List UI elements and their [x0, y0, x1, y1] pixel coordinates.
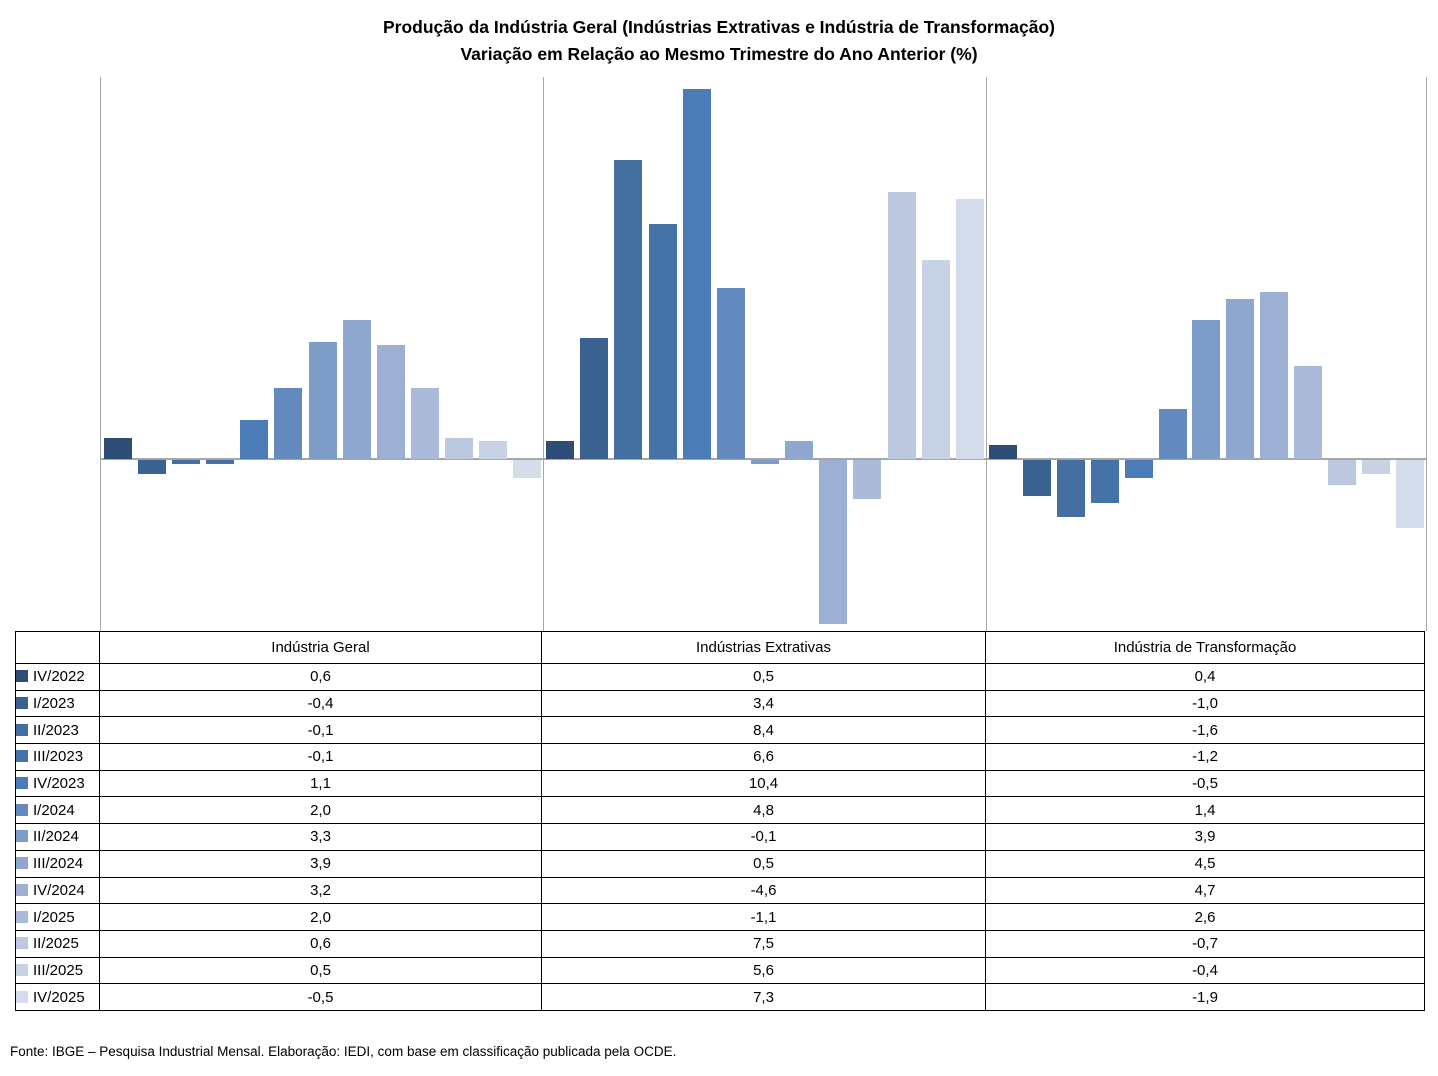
value-cell: 3,4 — [542, 690, 986, 717]
bar-III-2025 — [479, 441, 507, 459]
data-table — [15, 631, 1425, 1011]
table-row-IV-2025 — [16, 984, 1425, 1011]
legend-cell — [16, 984, 100, 1011]
bar-IV-2023 — [1125, 460, 1153, 478]
bar-II-2023 — [172, 460, 200, 464]
value-cell: 0,4 — [986, 664, 1425, 691]
bar-IV-2022 — [104, 438, 132, 459]
value-cell: -0,4 — [986, 957, 1425, 984]
legend-swatch-icon — [16, 991, 28, 1003]
value-cell: 1,4 — [986, 797, 1425, 824]
chart-panel-industria-geral — [101, 77, 544, 631]
table-row-IV-2024 — [16, 877, 1425, 904]
value-cell: -1,9 — [986, 984, 1425, 1011]
value-cell: 8,4 — [542, 717, 986, 744]
value-cell: -0,1 — [100, 717, 542, 744]
column-header-industria-de-transformacao: Indústria de Transformação — [986, 632, 1425, 664]
bar-II-2025 — [888, 192, 916, 459]
table-header-row — [16, 632, 1425, 664]
table-row-II-2023 — [16, 717, 1425, 744]
legend-label: II/2024 — [33, 828, 79, 846]
table-row-I-2023 — [16, 690, 1425, 717]
legend-label: I/2025 — [33, 908, 75, 926]
source-note: Fonte: IBGE – Pesquisa Industrial Mensal. Elaboração: IEDI, com base em classificação publicada pela OCDE. — [10, 1044, 677, 1059]
bar-II-2023 — [614, 160, 642, 459]
chart-panel-industria-de-transformacao — [986, 77, 1427, 631]
table-row-III-2023 — [16, 744, 1425, 771]
value-cell: -0,5 — [100, 984, 542, 1011]
legend-cell — [16, 664, 100, 691]
value-cell: 2,0 — [100, 797, 542, 824]
bar-IV-2025 — [956, 199, 984, 459]
table-row-III-2024 — [16, 850, 1425, 877]
value-cell: -1,1 — [542, 904, 986, 931]
chart-title — [0, 14, 1438, 68]
legend-label: IV/2023 — [33, 775, 85, 793]
legend-label: IV/2022 — [33, 668, 85, 686]
value-cell: 3,9 — [986, 824, 1425, 851]
value-cell: -0,4 — [100, 690, 542, 717]
legend-label: IV/2025 — [33, 988, 85, 1006]
legend-cell — [16, 877, 100, 904]
value-cell: -0,1 — [100, 744, 542, 771]
legend-swatch-icon — [16, 697, 28, 709]
legend-cell — [16, 770, 100, 797]
legend-label: IV/2024 — [33, 881, 85, 899]
value-cell: 4,8 — [542, 797, 986, 824]
value-cell: 0,6 — [100, 930, 542, 957]
bar-II-2025 — [445, 438, 473, 459]
value-cell: 10,4 — [542, 770, 986, 797]
value-cell: 2,0 — [100, 904, 542, 931]
value-cell: -1,2 — [986, 744, 1425, 771]
bar-IV-2025 — [1396, 460, 1424, 528]
chart-panel-industrias-extrativas — [543, 77, 987, 631]
bar-I-2023 — [580, 338, 608, 459]
value-cell: -1,0 — [986, 690, 1425, 717]
value-cell: -4,6 — [542, 877, 986, 904]
legend-cell — [16, 824, 100, 851]
bar-III-2023 — [206, 460, 234, 464]
legend-label: III/2023 — [33, 748, 84, 766]
bar-IV-2024 — [377, 345, 405, 459]
bar-IV-2025 — [513, 460, 541, 478]
value-cell: 5,6 — [542, 957, 986, 984]
chart-title-line2: Variação em Relação ao Mesmo Trimestre do Ano Anterior (%) — [460, 44, 978, 64]
value-cell: 0,6 — [100, 664, 542, 691]
bar-II-2024 — [1192, 320, 1220, 459]
chart-title-line1: Produção da Indústria Geral (Indústrias Extrativas e Indústria de Transformação) — [383, 17, 1055, 37]
bar-II-2024 — [309, 342, 337, 459]
bar-III-2025 — [922, 260, 950, 459]
bar-IV-2022 — [546, 441, 574, 459]
value-cell: 6,6 — [542, 744, 986, 771]
legend-cell — [16, 930, 100, 957]
column-header-industria-geral: Indústria Geral — [100, 632, 542, 664]
legend-label: I/2024 — [33, 801, 75, 819]
bar-III-2024 — [343, 320, 371, 459]
value-cell: 0,5 — [542, 850, 986, 877]
table-row-I-2024 — [16, 797, 1425, 824]
legend-cell — [16, 957, 100, 984]
legend-swatch-icon — [16, 884, 28, 896]
value-cell: 4,7 — [986, 877, 1425, 904]
legend-cell — [16, 717, 100, 744]
value-cell: 7,3 — [542, 984, 986, 1011]
table-row-III-2025 — [16, 957, 1425, 984]
legend-cell — [16, 797, 100, 824]
bar-III-2025 — [1362, 460, 1390, 474]
bar-II-2024 — [751, 460, 779, 464]
bar-I-2024 — [1159, 409, 1187, 459]
legend-swatch-icon — [16, 964, 28, 976]
value-cell: 0,5 — [542, 664, 986, 691]
value-cell: 7,5 — [542, 930, 986, 957]
table-row-I-2025 — [16, 904, 1425, 931]
legend-label: III/2024 — [33, 855, 84, 873]
bar-IV-2023 — [240, 420, 268, 459]
bar-III-2024 — [1226, 299, 1254, 459]
legend-swatch-icon — [16, 724, 28, 736]
bar-I-2024 — [717, 288, 745, 459]
bar-II-2025 — [1328, 460, 1356, 485]
value-cell: 4,5 — [986, 850, 1425, 877]
value-cell: 3,2 — [100, 877, 542, 904]
legend-cell — [16, 904, 100, 931]
bar-IV-2023 — [683, 89, 711, 459]
value-cell: 1,1 — [100, 770, 542, 797]
bar-III-2023 — [1091, 460, 1119, 503]
table-row-II-2025 — [16, 930, 1425, 957]
bar-I-2023 — [138, 460, 166, 474]
value-cell: -0,1 — [542, 824, 986, 851]
column-header-industrias-extrativas: Indústrias Extrativas — [542, 632, 986, 664]
bar-I-2025 — [1294, 366, 1322, 459]
bar-IV-2022 — [989, 445, 1017, 459]
bar-III-2024 — [785, 441, 813, 459]
bar-IV-2024 — [1260, 292, 1288, 459]
value-cell: 3,9 — [100, 850, 542, 877]
bar-I-2025 — [411, 388, 439, 459]
legend-label: II/2025 — [33, 935, 79, 953]
table-row-IV-2023 — [16, 770, 1425, 797]
plot-area — [100, 77, 1426, 631]
value-cell: 3,3 — [100, 824, 542, 851]
table-row-IV-2022 — [16, 664, 1425, 691]
bar-I-2025 — [853, 460, 881, 499]
legend-swatch-icon — [16, 830, 28, 842]
legend-cell — [16, 690, 100, 717]
value-cell: -0,5 — [986, 770, 1425, 797]
value-cell: 0,5 — [100, 957, 542, 984]
legend-swatch-icon — [16, 777, 28, 789]
bar-IV-2024 — [819, 460, 847, 624]
legend-swatch-icon — [16, 804, 28, 816]
legend-cell — [16, 850, 100, 877]
legend-label: III/2025 — [33, 961, 84, 979]
legend-label: II/2023 — [33, 721, 79, 739]
bar-II-2023 — [1057, 460, 1085, 517]
bar-III-2023 — [649, 224, 677, 459]
legend-swatch-icon — [16, 937, 28, 949]
table-row-II-2024 — [16, 824, 1425, 851]
legend-cell — [16, 744, 100, 771]
legend-label: I/2023 — [33, 695, 75, 713]
value-cell: 2,6 — [986, 904, 1425, 931]
bar-I-2023 — [1023, 460, 1051, 496]
legend-swatch-icon — [16, 750, 28, 762]
legend-swatch-icon — [16, 857, 28, 869]
table-corner-cell — [16, 632, 100, 664]
legend-swatch-icon — [16, 670, 28, 682]
bar-I-2024 — [274, 388, 302, 459]
value-cell: -1,6 — [986, 717, 1425, 744]
legend-swatch-icon — [16, 911, 28, 923]
value-cell: -0,7 — [986, 930, 1425, 957]
